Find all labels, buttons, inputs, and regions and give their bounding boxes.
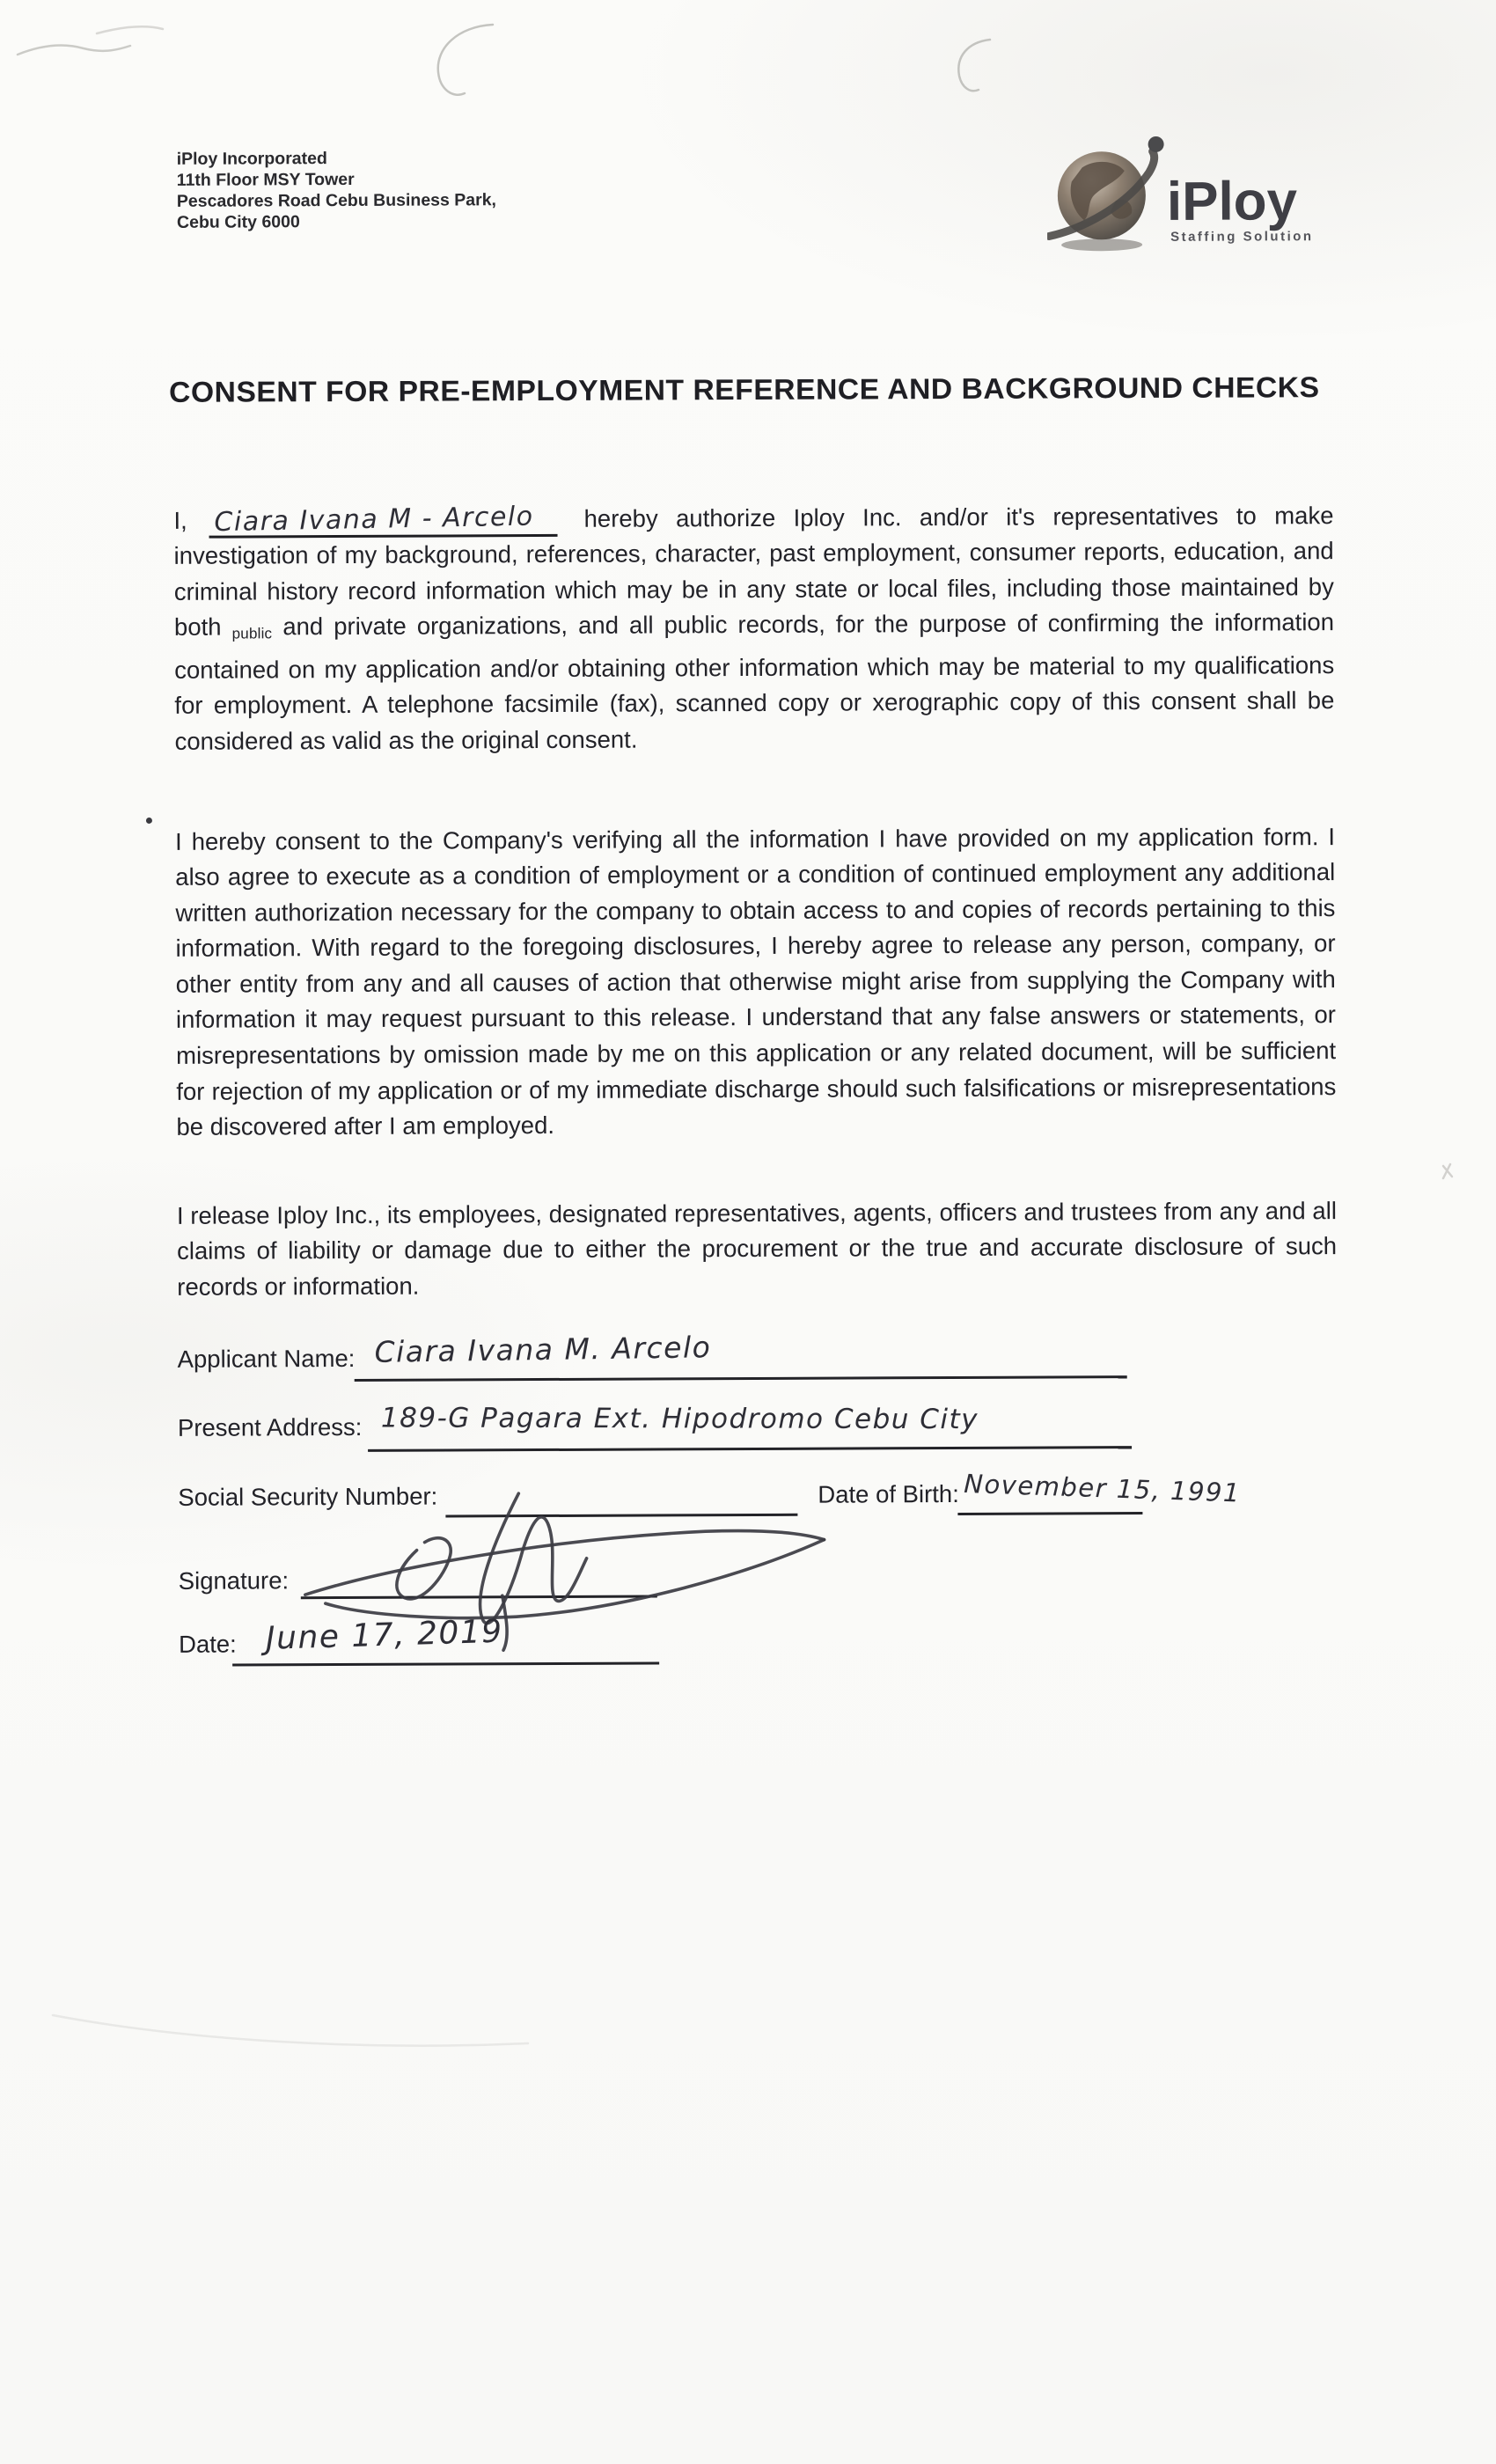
paragraph-release: I release Iploy Inc., its employees, designated representatives, agents, officers and trustees from any and all claims of liability or damage due to either the procurement or the true and accurate disclosure of such records or information. (176, 1196, 1338, 1301)
inline-name-blank (209, 503, 557, 538)
iploy-globe-icon (1047, 131, 1312, 264)
company-logo (1047, 131, 1312, 264)
address-line-2: Pescadores Road Cebu Business Park, (176, 190, 497, 211)
handwritten-name-inline: Ciara Ivana M - Arcelo (213, 501, 534, 538)
dob-value: November 15, 1991 (963, 1468, 1242, 1508)
present-address-line (368, 1446, 1132, 1452)
ssn-label: Social Security Number: (178, 1482, 438, 1511)
present-address-label: Present Address: (177, 1412, 363, 1441)
applicant-name-value: Ciara Ivana M. Arcelo (374, 1330, 712, 1369)
date-value: June 17, 2019 (265, 1613, 504, 1657)
present-address-value: 189-G Pagara Ext. Hipodromo Cebu City (380, 1402, 979, 1436)
company-address-block (177, 147, 496, 233)
p1-prefix: I, (173, 506, 187, 534)
signature-label: Signature: (178, 1566, 290, 1595)
address-line-1: 11th Floor MSY Tower (176, 169, 355, 190)
stray-dot-mark (146, 818, 152, 824)
dob-label: Date of Birth: (818, 1479, 959, 1508)
date-label: Date: (178, 1630, 237, 1658)
applicant-name-label: Applicant Name: (177, 1344, 356, 1373)
dob-line (957, 1512, 1142, 1515)
logo-brand-text: iPloy (1166, 171, 1298, 232)
paragraph-authorization (173, 498, 1334, 760)
logo-tagline-text: Staffing Solutions (1170, 229, 1312, 245)
p1-body-rest: and private organizations, and all public records, for the purpose of confirming the information contained on my application and/or obtaining other information which may be material to my qualifications for employment. A telephone facsimile (fax), scanned copy or xerographic copy of this consent shall be considered as valid as the original consent. (174, 608, 1335, 755)
p1-body: hereby authorize Iploy Inc. and/or it's representatives to make investigation of my background, references, character, past employment, consumer reports, education, and criminal history record information which may be in any state or local files, including those maintained by both (173, 501, 1334, 642)
p1-small-word-public: public (231, 625, 273, 642)
document-title: CONSENT FOR PRE-EMPLOYMENT REFERENCE AND BACKGROUND CHECKS (169, 370, 1320, 408)
paragraph-consent: I hereby consent to the Company's verifying all the information I have provided on my application form. I also agree to execute as a condition of employment or a condition of continued employment any additional written authorization necessary for the company to obtain access to and copies of records pertaining to this information. With regard to the foregoing disclosures, I hereby agree to release any person, company, or other entity from any and all causes of action that otherwise might arise from supplying the Company with information it may request pursuant to this release. I understand that any false answers or statements, or misrepresentations by omission made by me on this application or any related document, will be sufficient for rejection of my application or of my immediate discharge should such falsifications or misrepresentations be discovered after I am employed. (174, 822, 1337, 1141)
applicant-name-line (355, 1375, 1127, 1382)
date-line (232, 1661, 659, 1666)
company-name: iPloy Incorporated (176, 149, 327, 169)
address-line-3: Cebu City 6000 (176, 212, 300, 232)
